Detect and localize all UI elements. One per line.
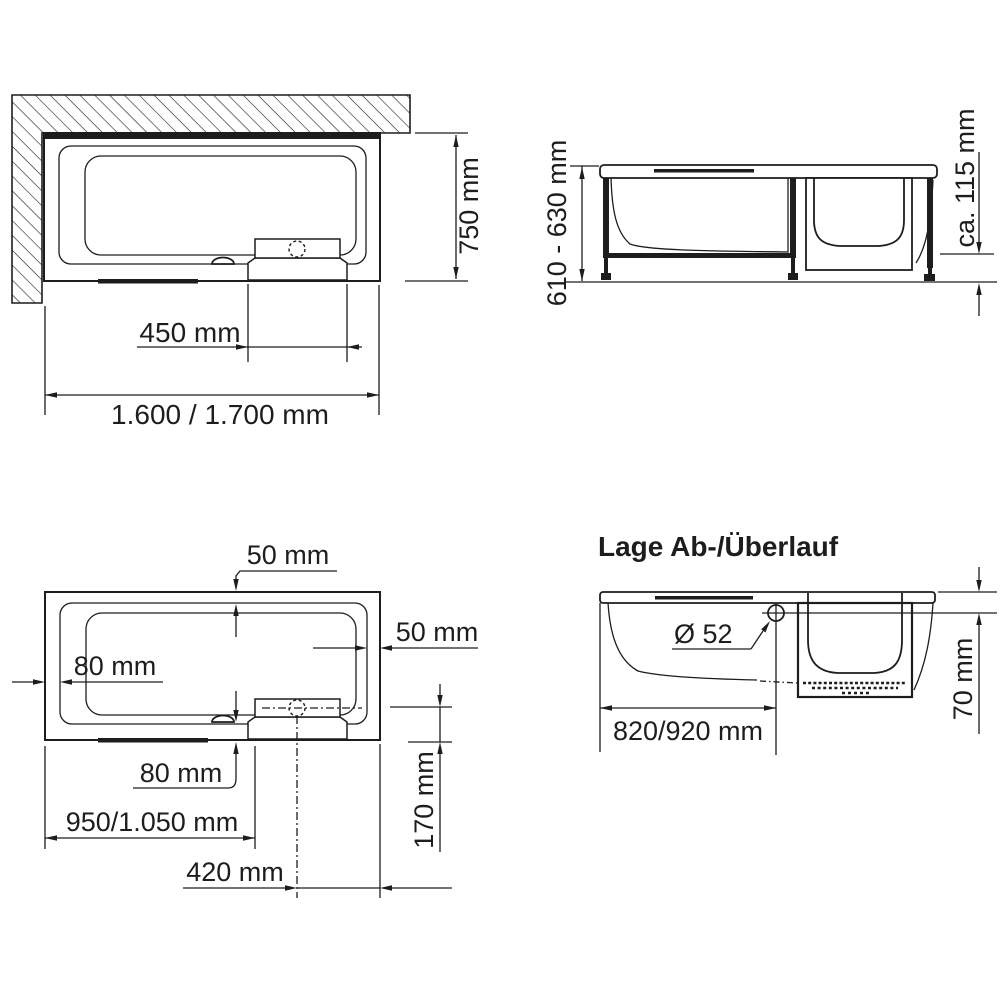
view-title: Lage Ab-/Überlauf (598, 531, 839, 562)
dim-drain-diameter (672, 619, 770, 649)
frame-foot-left (601, 273, 611, 280)
frame-foot-right (924, 274, 935, 281)
frame-leg-left (604, 258, 608, 273)
drain-fitting (212, 258, 234, 265)
seat-panel (255, 239, 340, 258)
dim-overflow-depth-label: 70 mm (948, 637, 978, 721)
footwell-box (806, 178, 912, 270)
dim-rim-left (12, 651, 163, 685)
dim-drain-offset-x-label: 420 mm (186, 857, 284, 887)
dim-base-height (940, 108, 994, 316)
dim-seat-offset-label: 950/1.050 mm (65, 807, 239, 837)
rim-profile (600, 165, 937, 178)
dim-seat-width-label: 450 mm (139, 317, 241, 348)
view-overflow-position (598, 531, 997, 755)
frame-foot-mid (788, 273, 798, 280)
grip-bar (98, 279, 198, 284)
dim-height-range (542, 140, 599, 307)
view-plan-dimensions (12, 540, 478, 898)
dim-drain-offset-y (390, 684, 452, 852)
dim-rim-top-label: 50 mm (246, 540, 330, 570)
dim-total-width (405, 133, 484, 281)
dim-rim-bottom-label: 80 mm (139, 758, 223, 788)
frame-post-mid (790, 178, 796, 258)
dim-base-height-label: ca. 115 mm (950, 108, 980, 248)
rim-profile (600, 592, 935, 603)
frame-leg-right (928, 268, 932, 274)
view-plan-with-wall (12, 95, 484, 430)
dim-drain-diameter-label: Ø 52 (674, 619, 733, 649)
dim-overflow-depth (938, 567, 997, 734)
dim-total-length (45, 285, 379, 430)
rim-accent-bar (654, 169, 754, 173)
basin-bottom-dashes (760, 681, 797, 683)
drain-fitting (212, 716, 234, 723)
dim-total-length-label: 1.600 / 1.700 mm (111, 399, 329, 430)
dim-seat-width (137, 284, 362, 362)
grip-bar (98, 738, 208, 743)
rim-accent-bar (655, 596, 753, 600)
basin-profile (611, 178, 788, 252)
frame-bottom-bar (603, 253, 796, 258)
dim-rim-right-label: 50 mm (395, 617, 479, 647)
frame-post-right (927, 178, 933, 268)
frame-post-left (603, 178, 609, 258)
dim-total-width-label: 750 mm (454, 157, 484, 255)
dim-drain-offset-y-label: 170 mm (409, 751, 439, 849)
dim-drain-position-label: 820/920 mm (612, 716, 764, 746)
seat-apron (248, 258, 347, 280)
view-side-elevation (542, 108, 997, 316)
dim-rim-left-label: 80 mm (73, 651, 157, 681)
frame-leg-mid (791, 258, 795, 273)
shell-end-curve (914, 603, 933, 690)
dim-height-range-label: 610 - 630 mm (542, 139, 572, 307)
